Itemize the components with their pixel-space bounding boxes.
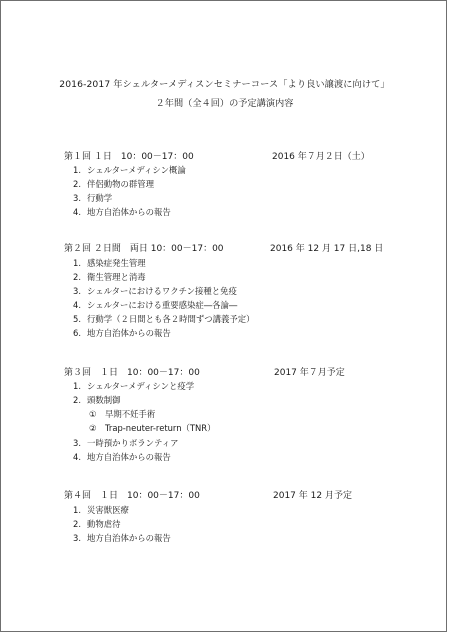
item-number: 3. [73, 193, 81, 203]
item-text: シェルターにおけるワクチン接種と免疫 [87, 286, 237, 296]
item-text: 伴侶動物の群管理 [87, 179, 154, 189]
list-item [73, 328, 171, 339]
item-number: 1. [73, 165, 81, 175]
item-text: シェルターメディシンと疫学 [87, 381, 195, 391]
item-text: 地方自治体からの報告 [87, 207, 171, 217]
item-number: 3. [73, 286, 81, 296]
list-item [73, 207, 171, 218]
item-number: 3. [73, 533, 81, 543]
item-number: 2. [73, 272, 81, 282]
session-heading: 第３回 １日 10：00－17：00 [64, 368, 200, 378]
list-item [73, 193, 112, 204]
list-item [73, 505, 129, 516]
item-text: シェルターメディシン概論 [87, 165, 186, 175]
session-heading: 第４回 １日 10：00－17：00 [64, 491, 200, 501]
list-item [73, 533, 171, 544]
item-text: 地方自治体からの報告 [87, 533, 171, 543]
item-number: 6. [73, 328, 81, 338]
list-item [73, 286, 237, 297]
session-date: 2016 年 12 月 17 日,18 日 [270, 244, 384, 254]
item-text: 早期不妊手術 [105, 409, 156, 419]
list-item [73, 300, 237, 311]
document-subtitle: ２年間（全４回）の予定講演内容 [155, 98, 294, 109]
session-date: 2017 年 12 月予定 [273, 491, 352, 501]
sub-list-item [89, 423, 216, 434]
list-item [73, 452, 171, 463]
list-item [73, 165, 186, 176]
item-number: ② [89, 423, 97, 433]
list-item [73, 314, 255, 325]
item-number: 2. [73, 395, 81, 405]
item-text: 一時預かりボランティア [87, 438, 179, 448]
item-number: 1. [73, 381, 81, 391]
item-text: シェルターにおける重要感染症―各論― [87, 300, 238, 310]
item-number: 2. [73, 179, 81, 189]
item-number: 4. [73, 207, 81, 217]
list-item [73, 519, 121, 530]
item-text: 行動学（２日間とも各２時間ずつ講義予定） [87, 314, 255, 324]
item-number: 1. [73, 258, 81, 268]
item-text: 頭数制御 [87, 395, 121, 405]
item-number: 2. [73, 519, 81, 529]
item-text: 動物虐待 [87, 519, 121, 529]
sub-list-item [89, 409, 155, 420]
item-number: 5. [73, 314, 81, 324]
item-number: ① [89, 409, 97, 419]
item-text: Trap-neuter-return（TNR） [105, 423, 216, 433]
item-number: 3. [73, 438, 81, 448]
list-item [73, 438, 178, 449]
item-text: 衛生管理と消毒 [87, 272, 146, 282]
session-date: 2017 年７月予定 [274, 368, 345, 378]
document-title: 2016-2017 年シェルターメディスンセミナーコース「より良い譲渡に向けて」 [59, 79, 390, 90]
list-item [73, 272, 146, 283]
item-text: 感染症発生管理 [87, 258, 146, 268]
item-number: 4. [73, 452, 81, 462]
session-date: 2016 年７月２日（土） [272, 152, 370, 162]
item-text: 地方自治体からの報告 [87, 328, 171, 338]
session-heading: 第１回 １日 10：00－17：00 [64, 152, 194, 162]
item-number: 4. [73, 300, 81, 310]
item-text: 災害獣医療 [87, 505, 129, 515]
session-heading: 第２回 ２日間 両日 10：00－17：00 [64, 244, 224, 254]
list-item [73, 179, 154, 190]
list-item [73, 395, 121, 406]
list-item [73, 258, 146, 269]
list-item [73, 381, 194, 392]
item-number: 1. [73, 505, 81, 515]
item-text: 行動学 [87, 193, 113, 203]
item-text: 地方自治体からの報告 [87, 452, 171, 462]
